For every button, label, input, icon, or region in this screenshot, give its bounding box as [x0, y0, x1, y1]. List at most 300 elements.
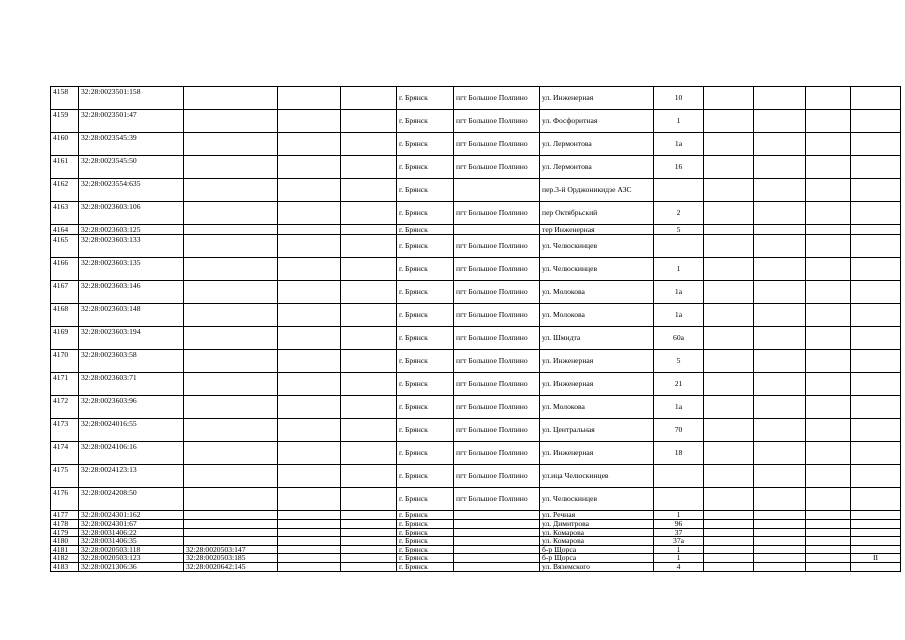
- cell-house: 1: [654, 258, 704, 281]
- cell-empty: [278, 373, 341, 396]
- cell-empty: [341, 202, 397, 225]
- cell-extra: [851, 373, 901, 396]
- cell-house: 10: [654, 87, 704, 110]
- cell-empty: [806, 419, 851, 442]
- cell-house: [654, 179, 704, 202]
- cell-number: 4168: [51, 304, 79, 327]
- table-row: [51, 520, 901, 529]
- cell-empty: [754, 281, 806, 304]
- cell-empty: [806, 545, 851, 554]
- cell-city: г. Брянск: [397, 235, 454, 258]
- cell-street: ул. Челюскинцев: [540, 258, 654, 281]
- cell-empty: [341, 133, 397, 156]
- cell-empty: [341, 511, 397, 520]
- cell-empty: [806, 225, 851, 235]
- cell-number: 4178: [51, 520, 79, 529]
- cell-empty: [806, 350, 851, 373]
- cell-settlement: пгт Большое Полпино: [454, 110, 540, 133]
- cell-empty: [278, 562, 341, 571]
- cell-empty: [341, 225, 397, 235]
- cell-settlement: [454, 179, 540, 202]
- cell-prev-cadastral: [184, 327, 278, 350]
- cell-prev-cadastral: [184, 235, 278, 258]
- cell-prev-cadastral: [184, 488, 278, 511]
- cell-empty: [754, 554, 806, 563]
- cell-prev-cadastral: [184, 87, 278, 110]
- table-row: [51, 110, 901, 133]
- cell-empty: [278, 110, 341, 133]
- cell-number: 4166: [51, 258, 79, 281]
- cell-settlement: пгт Большое Полпино: [454, 488, 540, 511]
- cell-empty: [704, 304, 754, 327]
- cell-settlement: пгт Большое Полпино: [454, 373, 540, 396]
- cell-number: 4160: [51, 133, 79, 156]
- cell-empty: [806, 87, 851, 110]
- cell-city: г. Брянск: [397, 520, 454, 529]
- cell-extra: [851, 520, 901, 529]
- cell-empty: [704, 511, 754, 520]
- cell-cadastral: 32:28:0023603:58: [79, 350, 184, 373]
- cell-number: 4169: [51, 327, 79, 350]
- cell-empty: [278, 520, 341, 529]
- cell-number: 4182: [51, 554, 79, 563]
- cell-street: ул. Челюскинцев: [540, 488, 654, 511]
- cell-extra: [851, 528, 901, 537]
- table-row: [51, 281, 901, 304]
- cell-empty: [754, 327, 806, 350]
- cell-street: ул. Димитрова: [540, 520, 654, 529]
- cell-settlement: [454, 225, 540, 235]
- cell-street: ул. Инженерная: [540, 87, 654, 110]
- cell-empty: [704, 327, 754, 350]
- cell-cadastral: 32:28:0023545:50: [79, 156, 184, 179]
- cell-city: г. Брянск: [397, 225, 454, 235]
- cell-empty: [341, 545, 397, 554]
- cell-empty: [704, 133, 754, 156]
- cell-empty: [806, 396, 851, 419]
- cell-street: ул. Речная: [540, 511, 654, 520]
- cell-house: 96: [654, 520, 704, 529]
- cell-empty: [806, 442, 851, 465]
- cell-prev-cadastral: [184, 179, 278, 202]
- cell-number: 4167: [51, 281, 79, 304]
- cell-empty: [754, 225, 806, 235]
- cell-empty: [704, 465, 754, 488]
- cell-empty: [278, 202, 341, 225]
- cell-empty: [278, 465, 341, 488]
- cell-prev-cadastral: [184, 465, 278, 488]
- cell-empty: [754, 235, 806, 258]
- cell-empty: [341, 87, 397, 110]
- cell-empty: [754, 373, 806, 396]
- cell-number: 4180: [51, 537, 79, 546]
- cell-empty: [704, 562, 754, 571]
- cell-street: ул.ица Челюскинцев: [540, 465, 654, 488]
- cell-city: г. Брянск: [397, 442, 454, 465]
- cell-street: ул. Шмидта: [540, 327, 654, 350]
- cell-street: ул. Инженерная: [540, 350, 654, 373]
- cell-house: 1: [654, 554, 704, 563]
- cell-cadastral: 32:28:0020503:123: [79, 554, 184, 563]
- cell-prev-cadastral: 32:28:0020503:147: [184, 545, 278, 554]
- cell-number: 4164: [51, 225, 79, 235]
- cell-number: 4173: [51, 419, 79, 442]
- cell-settlement: пгт Большое Полпино: [454, 327, 540, 350]
- cell-empty: [754, 110, 806, 133]
- table-row: [51, 419, 901, 442]
- cell-empty: [754, 304, 806, 327]
- cell-settlement: пгт Большое Полпино: [454, 442, 540, 465]
- cell-street: ул. Молокова: [540, 281, 654, 304]
- cell-house: 4: [654, 562, 704, 571]
- cell-empty: [754, 528, 806, 537]
- cell-cadastral: 32:28:0023501:47: [79, 110, 184, 133]
- cell-empty: [278, 133, 341, 156]
- cell-extra: [851, 179, 901, 202]
- cell-street: ул. Комарова: [540, 528, 654, 537]
- table-row: [51, 545, 901, 554]
- cell-empty: [806, 179, 851, 202]
- cell-empty: [278, 511, 341, 520]
- cell-city: г. Брянск: [397, 304, 454, 327]
- table-row: [51, 304, 901, 327]
- cell-empty: [341, 156, 397, 179]
- cell-empty: [754, 156, 806, 179]
- cell-street: б-р Щорса: [540, 545, 654, 554]
- registry-table: [50, 86, 901, 572]
- cell-house: 70: [654, 419, 704, 442]
- cell-house: 5: [654, 225, 704, 235]
- cell-street: ул. Челюскинцев: [540, 235, 654, 258]
- cell-number: 4159: [51, 110, 79, 133]
- cell-empty: [278, 225, 341, 235]
- cell-empty: [704, 350, 754, 373]
- cell-cadastral: 32:28:0020503:118: [79, 545, 184, 554]
- cell-prev-cadastral: [184, 520, 278, 529]
- cell-empty: [806, 373, 851, 396]
- cell-empty: [806, 202, 851, 225]
- cell-empty: [806, 537, 851, 546]
- cell-prev-cadastral: [184, 396, 278, 419]
- table-row: [51, 258, 901, 281]
- cell-cadastral: 32:28:0024301:67: [79, 520, 184, 529]
- cell-city: г. Брянск: [397, 350, 454, 373]
- cell-house: [654, 465, 704, 488]
- cell-house: 1а: [654, 304, 704, 327]
- table-row: [51, 133, 901, 156]
- table-row: [51, 225, 901, 235]
- cell-extra: [851, 442, 901, 465]
- table-row: [51, 327, 901, 350]
- cell-house: 16: [654, 156, 704, 179]
- cell-extra: [851, 562, 901, 571]
- cell-city: г. Брянск: [397, 419, 454, 442]
- cell-house: 18: [654, 442, 704, 465]
- cell-street: ул. Инженерная: [540, 373, 654, 396]
- cell-house: 1а: [654, 281, 704, 304]
- cell-empty: [704, 258, 754, 281]
- cell-extra: II: [851, 554, 901, 563]
- cell-cadastral: 32:28:0024208:50: [79, 488, 184, 511]
- cell-street: ул. Комарова: [540, 537, 654, 546]
- cell-empty: [341, 350, 397, 373]
- cell-empty: [754, 133, 806, 156]
- cell-cadastral: 32:28:0031406:22: [79, 528, 184, 537]
- cell-city: г. Брянск: [397, 373, 454, 396]
- cell-settlement: [454, 520, 540, 529]
- cell-empty: [704, 442, 754, 465]
- cell-empty: [341, 554, 397, 563]
- cell-empty: [341, 442, 397, 465]
- cell-empty: [278, 545, 341, 554]
- cell-settlement: пгт Большое Полпино: [454, 419, 540, 442]
- cell-number: 4177: [51, 511, 79, 520]
- table-row: [51, 396, 901, 419]
- cell-settlement: пгт Большое Полпино: [454, 133, 540, 156]
- cell-cadastral: 32:28:0024106:16: [79, 442, 184, 465]
- cell-street: ул. Вяземского: [540, 562, 654, 571]
- cell-empty: [704, 488, 754, 511]
- cell-empty: [806, 562, 851, 571]
- cell-house: [654, 235, 704, 258]
- cell-empty: [704, 235, 754, 258]
- cell-settlement: пгт Большое Полпино: [454, 156, 540, 179]
- cell-empty: [754, 520, 806, 529]
- table-row: [51, 350, 901, 373]
- cell-empty: [341, 520, 397, 529]
- cell-prev-cadastral: [184, 156, 278, 179]
- cell-empty: [704, 156, 754, 179]
- cell-street: б-р Щорса: [540, 554, 654, 563]
- cell-extra: [851, 110, 901, 133]
- cell-prev-cadastral: [184, 528, 278, 537]
- cell-street: пер Октябрьский: [540, 202, 654, 225]
- cell-city: г. Брянск: [397, 562, 454, 571]
- cell-extra: [851, 258, 901, 281]
- cell-extra: [851, 235, 901, 258]
- cell-settlement: пгт Большое Полпино: [454, 281, 540, 304]
- cell-empty: [704, 179, 754, 202]
- cell-empty: [754, 202, 806, 225]
- cell-street: пер.3-й Орджоникидзе АЗС: [540, 179, 654, 202]
- cell-prev-cadastral: 32:28:0020642:145: [184, 562, 278, 571]
- cell-empty: [806, 520, 851, 529]
- cell-extra: [851, 396, 901, 419]
- cell-city: г. Брянск: [397, 537, 454, 546]
- cell-number: 4176: [51, 488, 79, 511]
- cell-house: 21: [654, 373, 704, 396]
- cell-cadastral: 32:28:0023603:133: [79, 235, 184, 258]
- cell-settlement: [454, 545, 540, 554]
- cell-cadastral: 32:28:0023603:148: [79, 304, 184, 327]
- cell-house: 37а: [654, 537, 704, 546]
- cell-settlement: [454, 537, 540, 546]
- cell-cadastral: 32:28:0021306:36: [79, 562, 184, 571]
- cell-empty: [341, 419, 397, 442]
- cell-prev-cadastral: [184, 225, 278, 235]
- cell-cadastral: 32:28:0023603:194: [79, 327, 184, 350]
- cell-city: г. Брянск: [397, 488, 454, 511]
- cell-empty: [754, 396, 806, 419]
- cell-city: г. Брянск: [397, 133, 454, 156]
- cell-empty: [341, 488, 397, 511]
- table-row: [51, 554, 901, 563]
- table-row: [51, 179, 901, 202]
- cell-cadastral: 32:28:0023603:135: [79, 258, 184, 281]
- cell-empty: [704, 537, 754, 546]
- cell-street: ул. Лермонтова: [540, 156, 654, 179]
- table-row: [51, 202, 901, 225]
- cell-empty: [341, 179, 397, 202]
- cell-extra: [851, 488, 901, 511]
- cell-empty: [704, 373, 754, 396]
- cell-cadastral: 32:28:0023545:39: [79, 133, 184, 156]
- cell-extra: [851, 327, 901, 350]
- cell-settlement: [454, 528, 540, 537]
- cell-empty: [341, 235, 397, 258]
- cell-city: г. Брянск: [397, 258, 454, 281]
- cell-cadastral: 32:28:0023603:125: [79, 225, 184, 235]
- cell-settlement: [454, 562, 540, 571]
- cell-extra: [851, 202, 901, 225]
- cell-number: 4165: [51, 235, 79, 258]
- cell-settlement: пгт Большое Полпино: [454, 304, 540, 327]
- cell-empty: [278, 554, 341, 563]
- cell-house: 1: [654, 545, 704, 554]
- cell-empty: [278, 281, 341, 304]
- cell-city: г. Брянск: [397, 396, 454, 419]
- cell-empty: [754, 537, 806, 546]
- cell-empty: [704, 520, 754, 529]
- cell-cadastral: 32:28:0023603:146: [79, 281, 184, 304]
- cell-empty: [704, 225, 754, 235]
- cell-extra: [851, 465, 901, 488]
- cell-prev-cadastral: [184, 511, 278, 520]
- cell-empty: [278, 419, 341, 442]
- cell-house: 1а: [654, 396, 704, 419]
- cell-empty: [754, 179, 806, 202]
- table-row: [51, 87, 901, 110]
- cell-prev-cadastral: [184, 133, 278, 156]
- cell-prev-cadastral: [184, 537, 278, 546]
- cell-empty: [754, 87, 806, 110]
- table-row: [51, 442, 901, 465]
- cell-empty: [278, 304, 341, 327]
- table-row: [51, 528, 901, 537]
- cell-extra: [851, 419, 901, 442]
- cell-prev-cadastral: [184, 258, 278, 281]
- cell-city: г. Брянск: [397, 327, 454, 350]
- table-row: [51, 235, 901, 258]
- cell-city: г. Брянск: [397, 465, 454, 488]
- cell-city: г. Брянск: [397, 545, 454, 554]
- cell-empty: [278, 179, 341, 202]
- cell-empty: [754, 442, 806, 465]
- cell-empty: [806, 304, 851, 327]
- cell-empty: [278, 488, 341, 511]
- cell-number: 4171: [51, 373, 79, 396]
- cell-street: ул. Молокова: [540, 396, 654, 419]
- cell-house: 5: [654, 350, 704, 373]
- cell-house: 37: [654, 528, 704, 537]
- cell-city: г. Брянск: [397, 554, 454, 563]
- cell-cadastral: 32:28:0024301:162: [79, 511, 184, 520]
- cell-house: 1а: [654, 133, 704, 156]
- cell-street: ул. Лермонтова: [540, 133, 654, 156]
- table-row: [51, 537, 901, 546]
- cell-extra: [851, 87, 901, 110]
- cell-extra: [851, 350, 901, 373]
- cell-empty: [278, 528, 341, 537]
- cell-empty: [754, 562, 806, 571]
- cell-number: 4175: [51, 465, 79, 488]
- cell-settlement: пгт Большое Полпино: [454, 202, 540, 225]
- cell-settlement: пгт Большое Полпино: [454, 258, 540, 281]
- cell-empty: [806, 110, 851, 133]
- cell-house: 2: [654, 202, 704, 225]
- cell-empty: [278, 350, 341, 373]
- cell-empty: [278, 156, 341, 179]
- cell-empty: [341, 465, 397, 488]
- cell-street: тер Инженерная: [540, 225, 654, 235]
- cell-settlement: пгт Большое Полпино: [454, 350, 540, 373]
- table-row: [51, 373, 901, 396]
- table-row: [51, 465, 901, 488]
- cell-empty: [278, 87, 341, 110]
- cell-empty: [704, 87, 754, 110]
- cell-city: г. Брянск: [397, 202, 454, 225]
- cell-house: 60а: [654, 327, 704, 350]
- cell-prev-cadastral: [184, 304, 278, 327]
- cell-empty: [278, 537, 341, 546]
- cell-number: 4181: [51, 545, 79, 554]
- cell-empty: [341, 528, 397, 537]
- cell-empty: [341, 373, 397, 396]
- cell-empty: [278, 327, 341, 350]
- cell-cadastral: 32:28:0031406:35: [79, 537, 184, 546]
- cell-settlement: [454, 554, 540, 563]
- cell-city: г. Брянск: [397, 511, 454, 520]
- cell-empty: [278, 235, 341, 258]
- cell-number: 4161: [51, 156, 79, 179]
- cell-house: 1: [654, 511, 704, 520]
- cell-empty: [806, 156, 851, 179]
- cell-extra: [851, 537, 901, 546]
- cell-city: г. Брянск: [397, 87, 454, 110]
- cell-settlement: пгт Большое Полпино: [454, 396, 540, 419]
- table-row: [51, 488, 901, 511]
- cell-empty: [754, 419, 806, 442]
- cell-prev-cadastral: 32:28:0020503:185: [184, 554, 278, 563]
- cell-empty: [341, 396, 397, 419]
- cell-number: 4162: [51, 179, 79, 202]
- cell-number: 4179: [51, 528, 79, 537]
- cell-number: 4183: [51, 562, 79, 571]
- cell-empty: [278, 258, 341, 281]
- cell-prev-cadastral: [184, 202, 278, 225]
- cell-cadastral: 32:28:0023603:71: [79, 373, 184, 396]
- cell-city: г. Брянск: [397, 179, 454, 202]
- cell-number: 4172: [51, 396, 79, 419]
- cell-city: г. Брянск: [397, 110, 454, 133]
- cell-extra: [851, 281, 901, 304]
- cell-empty: [806, 133, 851, 156]
- table-row: [51, 156, 901, 179]
- cell-empty: [704, 545, 754, 554]
- cell-empty: [341, 304, 397, 327]
- cell-prev-cadastral: [184, 373, 278, 396]
- cell-empty: [704, 202, 754, 225]
